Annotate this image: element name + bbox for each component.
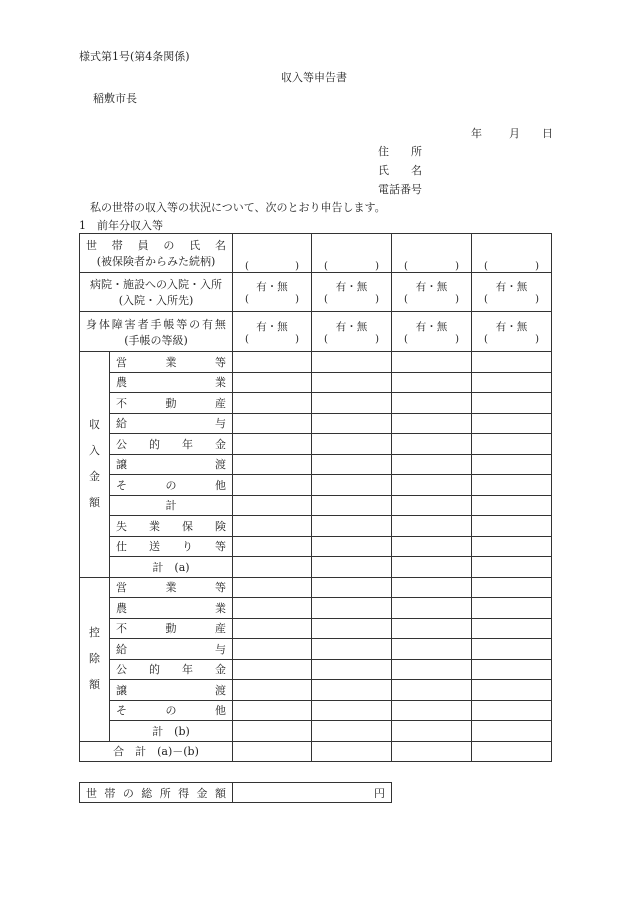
label-char: 渡: [215, 458, 226, 472]
label-char: 業: [149, 519, 160, 533]
income-amount-cell[interactable]: [233, 495, 312, 516]
income-amount-cell[interactable]: [312, 454, 392, 475]
statement: 私の世帯の収入等の状況について、次のとおり申告します。: [90, 201, 386, 214]
yes-no-choice[interactable]: 有・無: [335, 281, 368, 293]
deduction-amount-cell[interactable]: [233, 598, 312, 619]
income-amount-cell[interactable]: [312, 372, 392, 393]
household-total-label: [80, 783, 233, 803]
paren-open: (: [245, 294, 249, 305]
deduction-amount-cell[interactable]: [312, 659, 392, 680]
label-char: 等: [215, 581, 226, 595]
label-char: 不: [116, 622, 127, 636]
income-amount-cell[interactable]: [392, 393, 472, 414]
paren-close: ): [375, 294, 379, 305]
label-char: 険: [215, 519, 226, 533]
label-char: 譲: [116, 683, 127, 697]
income-amount-cell[interactable]: [392, 454, 472, 475]
label-char: 等: [215, 355, 226, 369]
income-amount-cell[interactable]: [392, 516, 472, 537]
label-char: 業: [165, 581, 177, 595]
paren-close: ): [295, 333, 299, 345]
income-item-label: 計 (a): [152, 560, 190, 574]
label-char: 失: [116, 519, 127, 533]
deduction-item: [110, 639, 233, 660]
deduction-item-label: 計 (b): [152, 724, 190, 738]
disability-cell[interactable]: [472, 312, 552, 352]
label-char: 金: [196, 786, 208, 800]
income-amount-cell[interactable]: [392, 372, 472, 393]
household-total-table: [79, 782, 392, 803]
address-label-1: 住: [378, 145, 389, 158]
deduction-amount-cell[interactable]: [233, 721, 312, 742]
income-amount-cell[interactable]: [312, 516, 392, 537]
income-amount-cell[interactable]: [233, 475, 312, 496]
deduction-amount-cell[interactable]: [312, 618, 392, 639]
income-amount-cell[interactable]: [312, 434, 392, 455]
income-amount-cell[interactable]: [472, 352, 552, 373]
deduction-amount-cell[interactable]: [312, 577, 392, 598]
deduction-amount-cell[interactable]: [392, 618, 472, 639]
paren-open: (: [245, 333, 249, 345]
label-char: 不: [116, 396, 127, 410]
deduction-amount-cell[interactable]: [472, 700, 552, 721]
label-char: 公: [116, 437, 127, 451]
label-char: 名: [214, 239, 226, 252]
deduction-item: [110, 659, 233, 680]
income-amount-cell[interactable]: [472, 557, 552, 578]
income-amount-cell[interactable]: [233, 557, 312, 578]
deduction-amount-cell[interactable]: [392, 577, 472, 598]
label-char: 身: [86, 317, 97, 331]
label-char: 与: [215, 417, 226, 431]
paren-open: (: [324, 333, 328, 345]
label-char: 無: [214, 317, 226, 331]
label-char: の: [189, 317, 201, 331]
paren-close: ): [535, 261, 539, 272]
label-char: 給: [116, 642, 127, 656]
label-char: 所: [159, 786, 171, 800]
deduction-amount-cell[interactable]: [472, 598, 552, 619]
disability-header: [80, 312, 233, 352]
income-item: [110, 516, 233, 537]
member-name-cell[interactable]: [472, 234, 552, 273]
label-char: そ: [116, 704, 127, 718]
hospital-cell[interactable]: [312, 273, 392, 312]
income-amount-cell[interactable]: [472, 495, 552, 516]
label-char: の: [165, 704, 177, 718]
label-char: 金: [215, 437, 226, 451]
date-day: 日: [542, 127, 553, 140]
income-amount-cell[interactable]: [233, 372, 312, 393]
label-char: 給: [116, 417, 127, 431]
grand-total-label: [80, 741, 233, 761]
member-name-header: [80, 234, 233, 273]
deduction-group-label: [80, 577, 110, 741]
phone-label: 電話番号: [378, 183, 422, 196]
yes-no-choice[interactable]: 有・無: [256, 320, 288, 333]
label-char: 他: [215, 704, 226, 718]
income-amount-cell[interactable]: [233, 536, 312, 557]
income-item: [110, 413, 233, 434]
paren-close: ): [535, 294, 539, 305]
label-char: 保: [182, 519, 193, 533]
label-char: 帯: [111, 239, 123, 252]
income-amount-cell[interactable]: [392, 557, 472, 578]
income-amount-cell[interactable]: [312, 495, 392, 516]
paren-close: ): [535, 333, 539, 345]
label-char: 員: [137, 239, 149, 252]
label-char: 業: [215, 601, 226, 615]
income-table: [79, 233, 552, 762]
paren-open: (: [484, 261, 488, 272]
deduction-amount-cell[interactable]: [392, 639, 472, 660]
label-char: 他: [215, 478, 226, 492]
paren-open: (: [484, 333, 488, 345]
income-amount-cell[interactable]: [233, 516, 312, 537]
deduction-amount-cell[interactable]: [233, 639, 312, 660]
label-char: 障: [111, 317, 123, 331]
paren-close: ): [455, 261, 459, 272]
label-char: 帯: [104, 786, 116, 800]
hospital-label: 病院・施設への入院・入所: [90, 278, 222, 291]
deduction-item: [110, 577, 233, 598]
name-label-2: 名: [411, 164, 422, 177]
label-char: 農: [116, 601, 127, 615]
income-amount-cell[interactable]: [472, 393, 552, 414]
label-char: 産: [215, 396, 226, 410]
label-char: 業: [215, 376, 226, 390]
address-label-2: 所: [411, 145, 422, 158]
income-item: [110, 557, 233, 578]
hospital-cell[interactable]: [233, 273, 312, 312]
hospital-header: [80, 273, 233, 312]
label-char: 金: [215, 663, 226, 677]
member-name-cell[interactable]: [312, 234, 392, 273]
label-char: り: [182, 540, 193, 554]
income-amount-cell[interactable]: [233, 393, 312, 414]
deduction-amount-cell[interactable]: [312, 721, 392, 742]
label-char: 譲: [116, 458, 127, 472]
income-amount-cell[interactable]: [472, 434, 552, 455]
label-char: 送: [149, 540, 160, 554]
disability-sub: (手帳の等級): [124, 333, 188, 347]
label-char: 動: [165, 622, 177, 636]
income-amount-cell[interactable]: [233, 413, 312, 434]
income-item: [110, 454, 233, 475]
income-amount-cell[interactable]: [472, 454, 552, 475]
label-char: 営: [116, 355, 127, 369]
paren-close: ): [295, 261, 299, 272]
income-amount-cell[interactable]: [312, 352, 392, 373]
paren-close: ): [295, 294, 299, 305]
deduction-amount-cell[interactable]: [472, 680, 552, 701]
section-heading: 1 前年分収入等: [79, 219, 163, 232]
label-char: 的: [149, 663, 160, 677]
income-amount-cell[interactable]: [392, 352, 472, 373]
income-item: [110, 536, 233, 557]
form-number: 様式第1号(第4条関係): [79, 50, 190, 63]
deduction-amount-cell[interactable]: [233, 577, 312, 598]
date-year: 年: [471, 127, 482, 140]
grand-total-cell[interactable]: [392, 741, 472, 761]
paren-open: (: [484, 294, 488, 305]
label-char: の: [165, 478, 177, 492]
income-group-label: [80, 352, 110, 578]
deduction-amount-cell[interactable]: [233, 659, 312, 680]
label-char: 公: [116, 663, 127, 677]
date-month: 月: [509, 127, 520, 140]
income-amount-cell[interactable]: [472, 372, 552, 393]
paren-open: (: [324, 261, 328, 272]
deduction-item: [110, 700, 233, 721]
group-char: 控: [89, 626, 100, 639]
group-char: 除: [89, 652, 100, 665]
yes-no-choice[interactable]: 有・無: [495, 281, 528, 293]
paren-open: (: [404, 333, 408, 345]
deduction-amount-cell[interactable]: [472, 577, 552, 598]
disability-cell[interactable]: [312, 312, 392, 352]
group-char: 入: [89, 444, 100, 458]
group-char: 金: [89, 470, 100, 484]
disability-cell[interactable]: [392, 312, 472, 352]
yes-no-choice[interactable]: 有・無: [495, 320, 528, 333]
income-amount-cell[interactable]: [312, 557, 392, 578]
paren-open: (: [324, 294, 328, 305]
income-amount-cell[interactable]: [312, 475, 392, 496]
income-amount-cell[interactable]: [233, 434, 312, 455]
paren-close: ): [455, 294, 459, 305]
income-amount-cell[interactable]: [233, 352, 312, 373]
label-char: 者: [137, 317, 149, 331]
member-relation-sub: (被保険者からみた続柄): [96, 255, 216, 268]
income-item: [110, 475, 233, 496]
paren-open: (: [245, 261, 249, 272]
income-amount-cell[interactable]: [392, 536, 472, 557]
hospital-cell[interactable]: [392, 273, 472, 312]
group-char: 収: [89, 418, 100, 432]
paren-close: ): [375, 333, 379, 345]
deduction-amount-cell[interactable]: [233, 680, 312, 701]
paren-close: ): [375, 261, 379, 272]
income-item-label: 計: [165, 499, 177, 513]
deduction-amount-cell[interactable]: [472, 659, 552, 680]
addressee: 稲敷市長: [93, 92, 137, 105]
label-char: の: [122, 786, 134, 800]
deduction-amount-cell[interactable]: [392, 680, 472, 701]
label-char: 年: [182, 663, 193, 677]
income-amount-cell[interactable]: [392, 495, 472, 516]
income-amount-cell[interactable]: [312, 536, 392, 557]
income-amount-cell[interactable]: [392, 475, 472, 496]
label-char: 有: [202, 317, 214, 331]
deduction-item: [110, 680, 233, 701]
grand-total-cell[interactable]: [472, 741, 552, 761]
income-amount-cell[interactable]: [472, 536, 552, 557]
member-name-cell[interactable]: [233, 234, 312, 273]
group-char: 額: [89, 678, 100, 691]
income-amount-cell[interactable]: [312, 393, 392, 414]
label-char: そ: [116, 478, 127, 492]
hospital-cell[interactable]: [472, 273, 552, 312]
income-amount-cell[interactable]: [472, 516, 552, 537]
label-char: 世: [86, 239, 97, 252]
income-amount-cell[interactable]: [392, 434, 472, 455]
label-char: 得: [178, 786, 190, 800]
label-char: 年: [182, 437, 193, 451]
deduction-amount-cell[interactable]: [392, 721, 472, 742]
income-amount-cell[interactable]: [312, 413, 392, 434]
income-amount-cell[interactable]: [472, 413, 552, 434]
deduction-amount-cell[interactable]: [233, 700, 312, 721]
disability-cell[interactable]: [233, 312, 312, 352]
label-char: の: [163, 239, 175, 252]
group-char: 額: [89, 496, 100, 510]
deduction-amount-cell[interactable]: [472, 618, 552, 639]
label-char: 営: [116, 581, 127, 595]
income-amount-cell[interactable]: [233, 454, 312, 475]
deduction-amount-cell[interactable]: [392, 700, 472, 721]
label-char: 等: [176, 317, 188, 331]
name-label-1: 氏: [378, 164, 389, 177]
income-item: [110, 372, 233, 393]
deduction-amount-cell[interactable]: [312, 700, 392, 721]
yes-no-choice[interactable]: 有・無: [415, 320, 448, 333]
label-char: 与: [215, 642, 226, 656]
household-total-value[interactable]: [233, 783, 392, 803]
label-char: 業: [165, 355, 177, 369]
income-amount-cell[interactable]: [472, 475, 552, 496]
deduction-amount-cell[interactable]: [472, 639, 552, 660]
label-char: 総: [141, 786, 153, 800]
paren-open: (: [404, 261, 408, 272]
yes-no-choice[interactable]: 有・無: [335, 320, 368, 333]
form-title: 収入等申告書: [281, 71, 347, 84]
deduction-amount-cell[interactable]: [472, 721, 552, 742]
deduction-item: [110, 618, 233, 639]
grand-total-cell[interactable]: [312, 741, 392, 761]
label-char: 動: [165, 396, 177, 410]
deduction-amount-cell[interactable]: [392, 598, 472, 619]
label-char: 世: [86, 786, 97, 800]
deduction-amount-cell[interactable]: [392, 659, 472, 680]
label-char: 的: [149, 437, 160, 451]
label-char: 手: [150, 317, 162, 331]
grand-total-cell[interactable]: [233, 741, 312, 761]
income-item: [110, 393, 233, 414]
label-char: 仕: [116, 540, 127, 554]
label-char: 帳: [163, 317, 175, 331]
grand-total-text: 合 計 (a)－(b): [113, 745, 199, 758]
yen-unit: 円: [374, 786, 385, 800]
paren-close: ): [455, 333, 459, 345]
paren-open: (: [404, 294, 408, 305]
label-char: 農: [116, 376, 127, 390]
member-name-cell[interactable]: [392, 234, 472, 273]
income-item: [110, 352, 233, 373]
label-char: 害: [124, 317, 136, 331]
income-amount-cell[interactable]: [392, 413, 472, 434]
label-char: 渡: [215, 683, 226, 697]
deduction-item: [110, 598, 233, 619]
income-item: [110, 434, 233, 455]
yes-no-choice[interactable]: 有・無: [256, 281, 288, 293]
deduction-amount-cell[interactable]: [312, 639, 392, 660]
label-char: 額: [214, 786, 226, 800]
deduction-amount-cell[interactable]: [312, 680, 392, 701]
income-item: [110, 495, 233, 516]
yes-no-choice[interactable]: 有・無: [415, 281, 448, 293]
label-char: 等: [215, 540, 226, 554]
label-char: 体: [98, 317, 110, 331]
hospital-sub: (入院・入所先): [118, 294, 194, 307]
label-char: 産: [215, 622, 226, 636]
deduction-item: [110, 721, 233, 742]
deduction-amount-cell[interactable]: [312, 598, 392, 619]
deduction-amount-cell[interactable]: [233, 618, 312, 639]
label-char: 氏: [189, 239, 201, 252]
